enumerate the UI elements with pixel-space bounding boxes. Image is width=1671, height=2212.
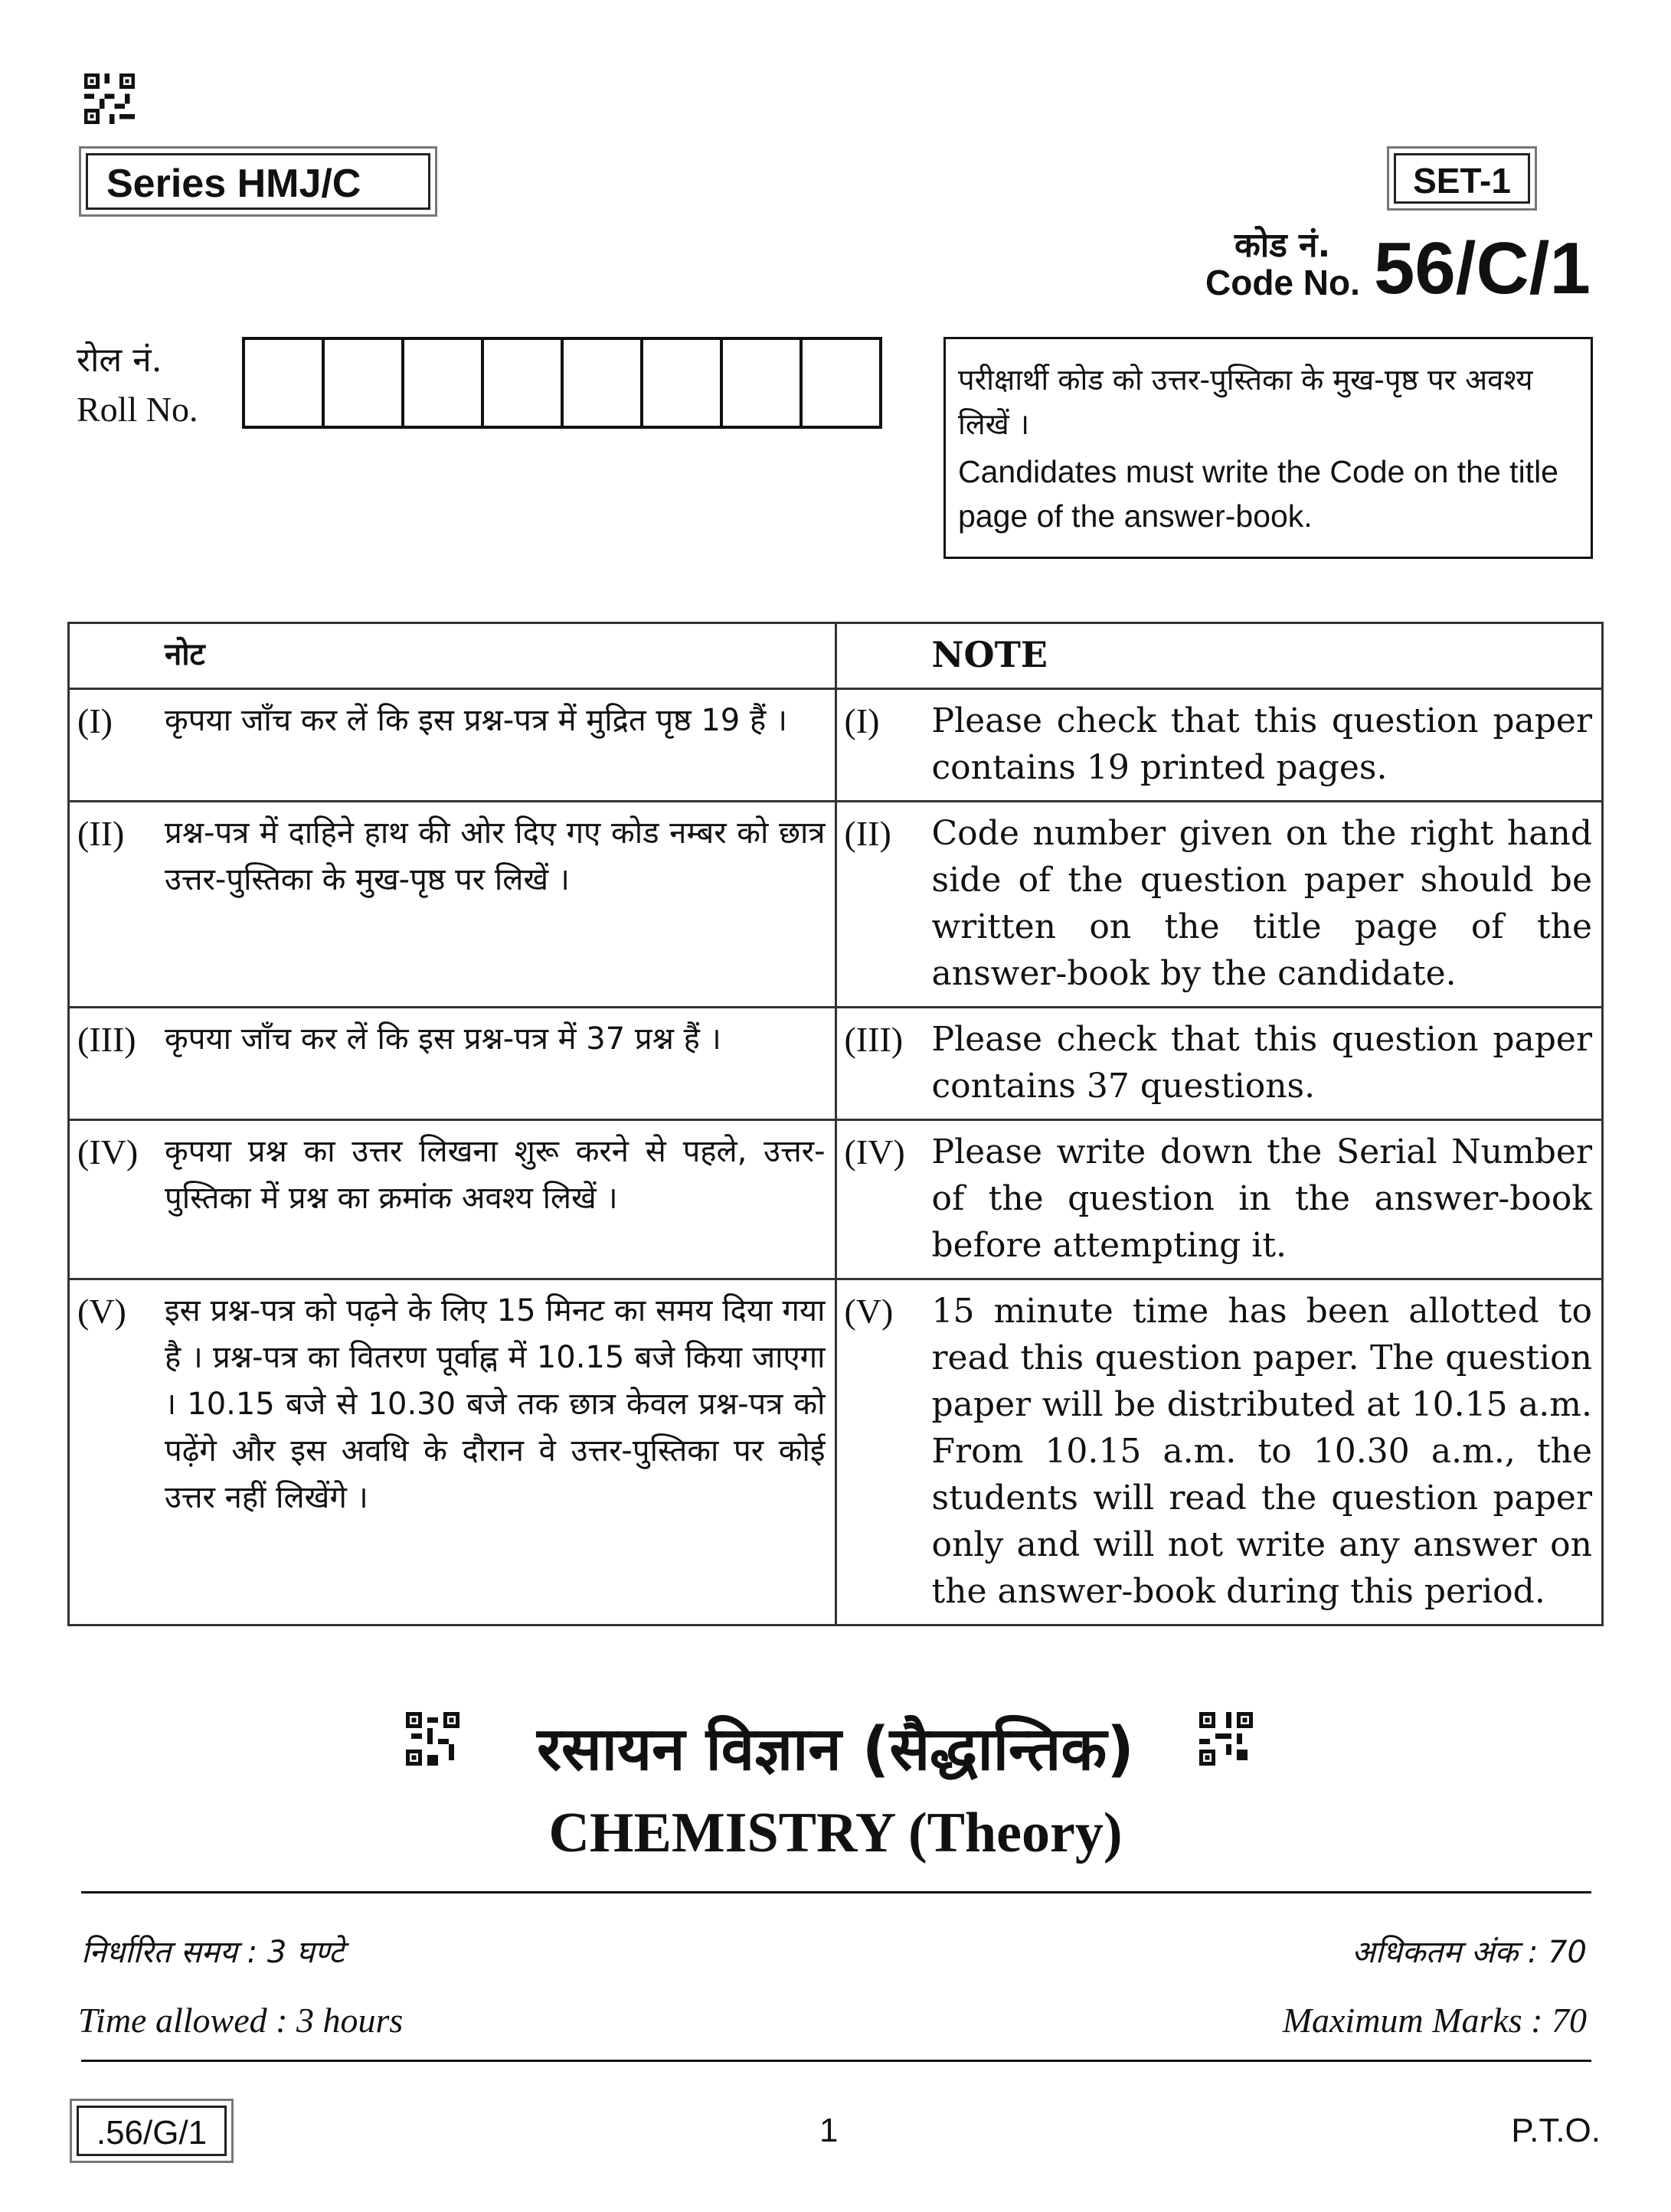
note-text-hindi: प्रश्न-पत्र में दाहिने हाथ की ओर दिए गए कोड नम्बर को छात्र उत्तर-पुस्तिका के मुख-पृष्ठ पर लिखें ।: [165, 815, 826, 897]
note-text-english: Please write down the Serial Number of the question in the answer-book before attempting it.: [931, 1132, 1592, 1265]
note-row: [69, 1008, 1603, 1120]
code-label-hindi: कोड नं.: [1234, 226, 1331, 265]
page-number: 1: [819, 2112, 839, 2149]
note-number: (III): [844, 1020, 904, 1059]
roll-digit-box[interactable]: [325, 340, 404, 426]
note-number: (V): [77, 1292, 126, 1331]
time-allowed: Time allowed : 3 hours: [78, 2001, 404, 2040]
max-marks: Maximum Marks : 70: [1282, 2001, 1587, 2040]
note-text-english: Code number given on the right hand side of the question paper should be written on the title page of the answer-book by the candidate.: [931, 814, 1592, 993]
footer-code: .56/G/1: [77, 2106, 227, 2156]
subject-title: CHEMISTRY (Theory): [548, 1802, 1123, 1864]
max-marks-hindi: अधिकतम अंक : 70: [1352, 1935, 1587, 1970]
divider: [81, 1891, 1591, 1893]
note-text-english: Please check that this question paper contains 37 questions.: [931, 1020, 1592, 1106]
candidate-instruction-box: [943, 337, 1593, 559]
note-row: [69, 1279, 1603, 1626]
please-turn-over: P.T.O.: [1511, 2112, 1601, 2149]
note-number: (V): [844, 1292, 894, 1331]
note-header-english: NOTE: [931, 634, 1048, 675]
note-number: (I): [844, 701, 880, 740]
note-text-english: 15 minute time has been allotted to read this question paper. The question paper will be distributed at 10.15 a.m. From 10.15 a.m. to 10.30 a.m., the students will read the question paper only and will not write any answer on the answer-book during this period.: [931, 1292, 1592, 1611]
roll-label-hindi: रोल नं.: [77, 341, 162, 380]
code-value: 56/C/1: [1374, 227, 1591, 309]
code-label: Code No.: [1205, 263, 1360, 302]
note-text-hindi: कृपया जाँच कर लें कि इस प्रश्न-पत्र में 37 प्रश्न हैं ।: [165, 1021, 721, 1057]
roll-digit-box[interactable]: [245, 340, 325, 426]
time-allowed-hindi: निर्धारित समय : 3 घण्टे: [81, 1935, 345, 1970]
note-number: (III): [77, 1020, 136, 1059]
instruction-hindi: परीक्षार्थी कोड को उत्तर-पुस्तिका के मुख-पृष्ठ पर अवश्य लिखें ।: [958, 363, 1533, 441]
roll-number-boxes[interactable]: [242, 337, 882, 429]
note-header-hindi: नोट: [165, 637, 205, 672]
note-number: (I): [77, 701, 113, 740]
note-text-english: Please check that this question paper contains 19 printed pages.: [931, 701, 1592, 787]
note-text-hindi: कृपया जाँच कर लें कि इस प्रश्न-पत्र में मुद्रित पृष्ठ 19 हैं ।: [165, 703, 788, 738]
series-label: Series HMJ/C: [86, 153, 430, 210]
note-row: [69, 1120, 1603, 1279]
subject-title-hindi: रसायन विज्ञान (सैद्धान्तिक): [537, 1715, 1134, 1784]
roll-digit-box[interactable]: [723, 340, 803, 426]
roll-label: Roll No.: [77, 390, 198, 429]
note-number: (II): [844, 814, 891, 853]
roll-digit-box[interactable]: [404, 340, 484, 426]
roll-digit-box[interactable]: [564, 340, 643, 426]
set-label: SET-1: [1394, 153, 1530, 204]
note-number: (IV): [844, 1132, 905, 1171]
note-text-hindi: कृपया प्रश्न का उत्तर लिखना शुरू करने से पहले, उत्तर-पुस्तिका में प्रश्न का क्रमांक अवश्य लिखें ।: [165, 1134, 826, 1216]
roll-digit-box[interactable]: [484, 340, 564, 426]
instruction-english: Candidates must write the Code on the title page of the answer-book.: [958, 454, 1558, 534]
roll-digit-box[interactable]: [803, 340, 879, 426]
qr-code-icon: [84, 74, 135, 124]
note-header-row: [69, 623, 1603, 689]
divider: [81, 2060, 1591, 2062]
note-row: [69, 802, 1603, 1008]
note-number: (II): [77, 814, 125, 853]
roll-digit-box[interactable]: [643, 340, 723, 426]
note-number: (IV): [77, 1132, 139, 1171]
note-text-hindi: इस प्रश्न-पत्र को पढ़ने के लिए 15 मिनट का समय दिया गया है । प्रश्न-पत्र का वितरण पूर्वाह्न में 10.15 बजे किया जाएगा । 10.15 बजे से 10.30 बजे तक छात्र केवल प्रश्न-पत्र को पढ़ेंगे और इस अवधि के दौरान वे उत्तर-पुस्तिका पर कोई उत्तर नहीं लिखेंगे ।: [165, 1293, 826, 1515]
note-row: [69, 689, 1603, 802]
note-table: [67, 622, 1604, 1626]
